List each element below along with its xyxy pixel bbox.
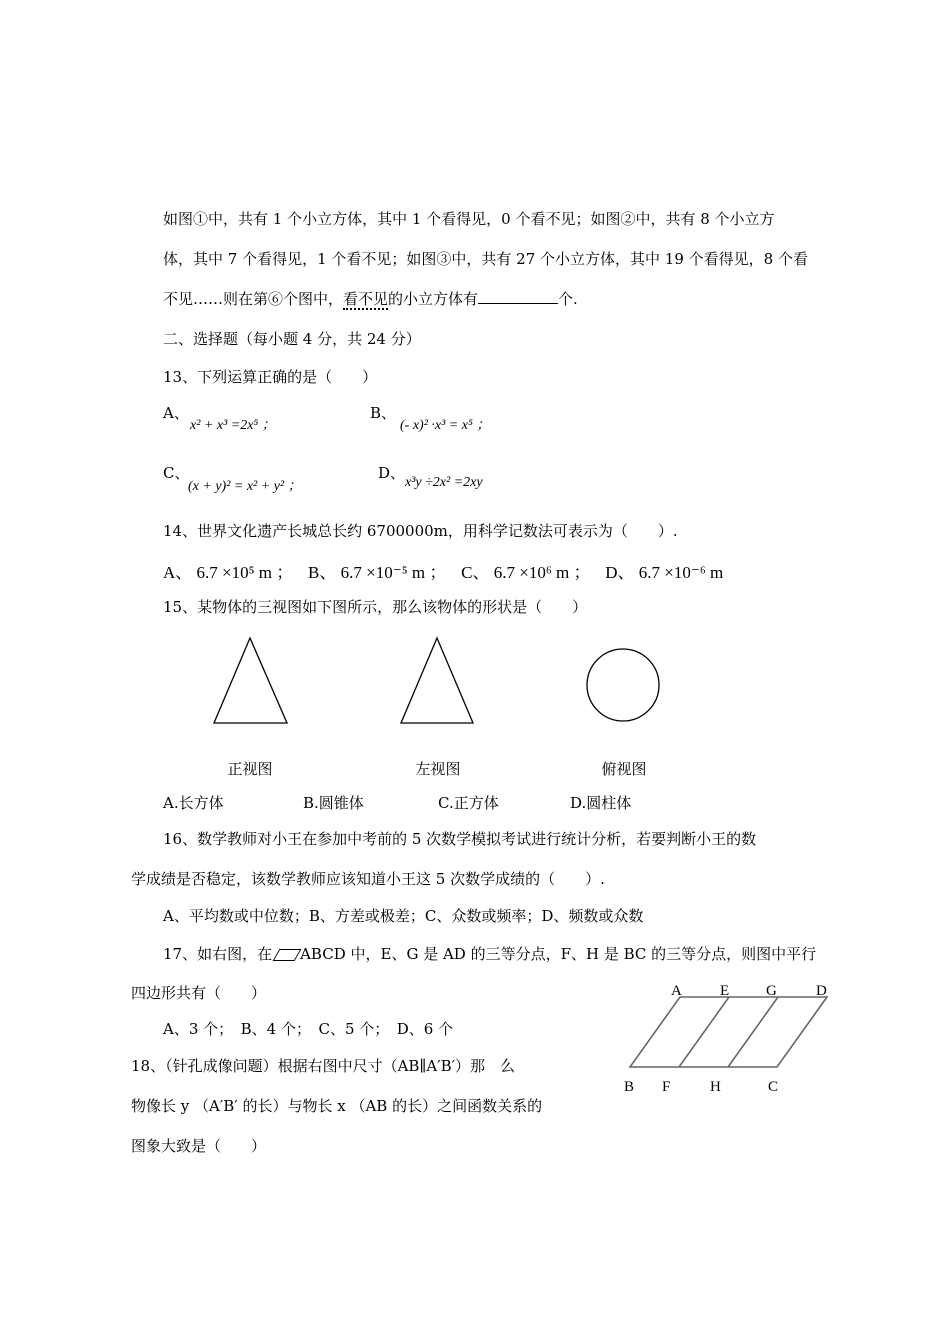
q14-option-a: A、 6.7 ×10⁵ m ； (163, 563, 294, 582)
cube-problem-emphasis: 看不见 (343, 290, 389, 308)
q17-options: A、3 个； B、4 个； C、5 个； D、6 个 (163, 1020, 454, 1038)
q17-text-a: 17、如右图，在 (163, 945, 273, 963)
q16-line-1: 16、数学教师对小王在参加中考前的 5 次数学模拟考试进行统计分析，若要判断小王的数 (163, 830, 757, 848)
top-view-circle (587, 649, 659, 721)
q18-line-2: 物像长 y （A′B′ 的长）与物长 x （AB 的长）之间函数关系的 (131, 1097, 543, 1115)
cube-problem-line-3 (163, 288, 578, 309)
q13-stem: 13、下列运算正确的是（ ） (163, 368, 378, 386)
parallelogram-icon (273, 949, 302, 961)
q13-option-c-math: (x + y)² = x² + y² ； (188, 479, 302, 494)
q17-line-1 (163, 943, 816, 964)
q16-line-2: 学成绩是否稳定，该数学教师应该知道小王这 5 次数学成绩的（ ）. (131, 870, 605, 888)
q15-option-a: A.长方体 (163, 794, 224, 812)
left-view-triangle (401, 638, 473, 723)
q14-stem: 14、世界文化遗产长城总长约 6700000m，用科学记数法可表示为（ ）. (163, 522, 678, 540)
front-view-caption: 正视图 (227, 760, 273, 778)
front-view-triangle (214, 638, 287, 723)
cube-problem-text-a: 不见……则在第⑥个图中， (163, 290, 344, 308)
label-H: H (710, 1079, 721, 1095)
cube-problem-text-b: 的小立方体有 (388, 290, 479, 308)
label-G: G (766, 983, 777, 999)
q17-text-b: ABCD 中，E、G 是 AD 的三等分点，F、H 是 BC 的三等分点，则图中平行 (300, 945, 817, 963)
top-view-caption: 俯视图 (601, 760, 647, 778)
q16-options: A、平均数或中位数；B、方差或极差；C、众数或频率；D、频数或众数 (163, 907, 644, 925)
label-B: B (624, 1079, 635, 1095)
q14-option-b: B、 6.7 ×10⁻⁵ m ； (308, 563, 447, 582)
label-D: D (816, 983, 827, 999)
label-A: A (671, 983, 682, 999)
q18-line-3: 图象大致是（ ） (131, 1137, 267, 1155)
label-E: E (720, 983, 730, 999)
label-C: C (768, 1079, 779, 1095)
label-F: F (662, 1079, 671, 1095)
q13-option-b-label: B、 (370, 404, 397, 422)
q15-option-b: B.圆锥体 (303, 794, 364, 812)
cube-problem-text-c: 个. (558, 290, 578, 308)
parallelogram-abcd (630, 997, 827, 1067)
q13-option-a-math: x² + x³ =2x⁵ ； (190, 418, 276, 433)
q14-option-c: C、 6.7 ×10⁶ m ； (461, 563, 591, 582)
q14-option-d: D、 6.7 ×10⁻⁶ m (605, 563, 724, 582)
q15-option-c: C.正方体 (438, 794, 499, 812)
cube-problem-line-2: 体，其中 7 个看得见，1 个看不见；如图③中，共有 27 个小立方体，其中 19 个看得见，8 个看 (163, 250, 808, 268)
segment-ef (679, 997, 729, 1067)
cube-problem-line-1: 如图①中，共有 1 个小立方体，其中 1 个看得见，0 个看不见；如图②中，共有 8 个小立方 (163, 210, 775, 228)
three-view-figures (0, 630, 950, 750)
q14-options (163, 558, 723, 583)
segment-gh (728, 997, 778, 1067)
section-heading: 二、选择题（每小题 4 分，共 24 分） (163, 330, 421, 348)
q15-stem: 15、某物体的三视图如下图所示，那么该物体的形状是（ ） (163, 598, 588, 616)
q18-line-1: 18、（针孔成像问题）根据右图中尺寸（AB∥A′B′）那 么 (131, 1057, 516, 1075)
parallelogram-figure (620, 978, 840, 1095)
q15-option-d: D.圆柱体 (570, 794, 632, 812)
left-view-caption: 左视图 (415, 760, 461, 778)
q13-option-d-label: D、 (378, 464, 406, 482)
q13-option-c-label: C、 (163, 464, 190, 482)
q13-option-a-label: A、 (163, 404, 189, 422)
q13-option-d-math: x³y ÷2x² =2xy (405, 475, 483, 490)
answer-blank[interactable] (478, 289, 558, 304)
q13-option-b-math: (- x)² ·x³ = x⁵ ； (400, 418, 491, 433)
q17-line-2: 四边形共有（ ） (131, 984, 267, 1002)
